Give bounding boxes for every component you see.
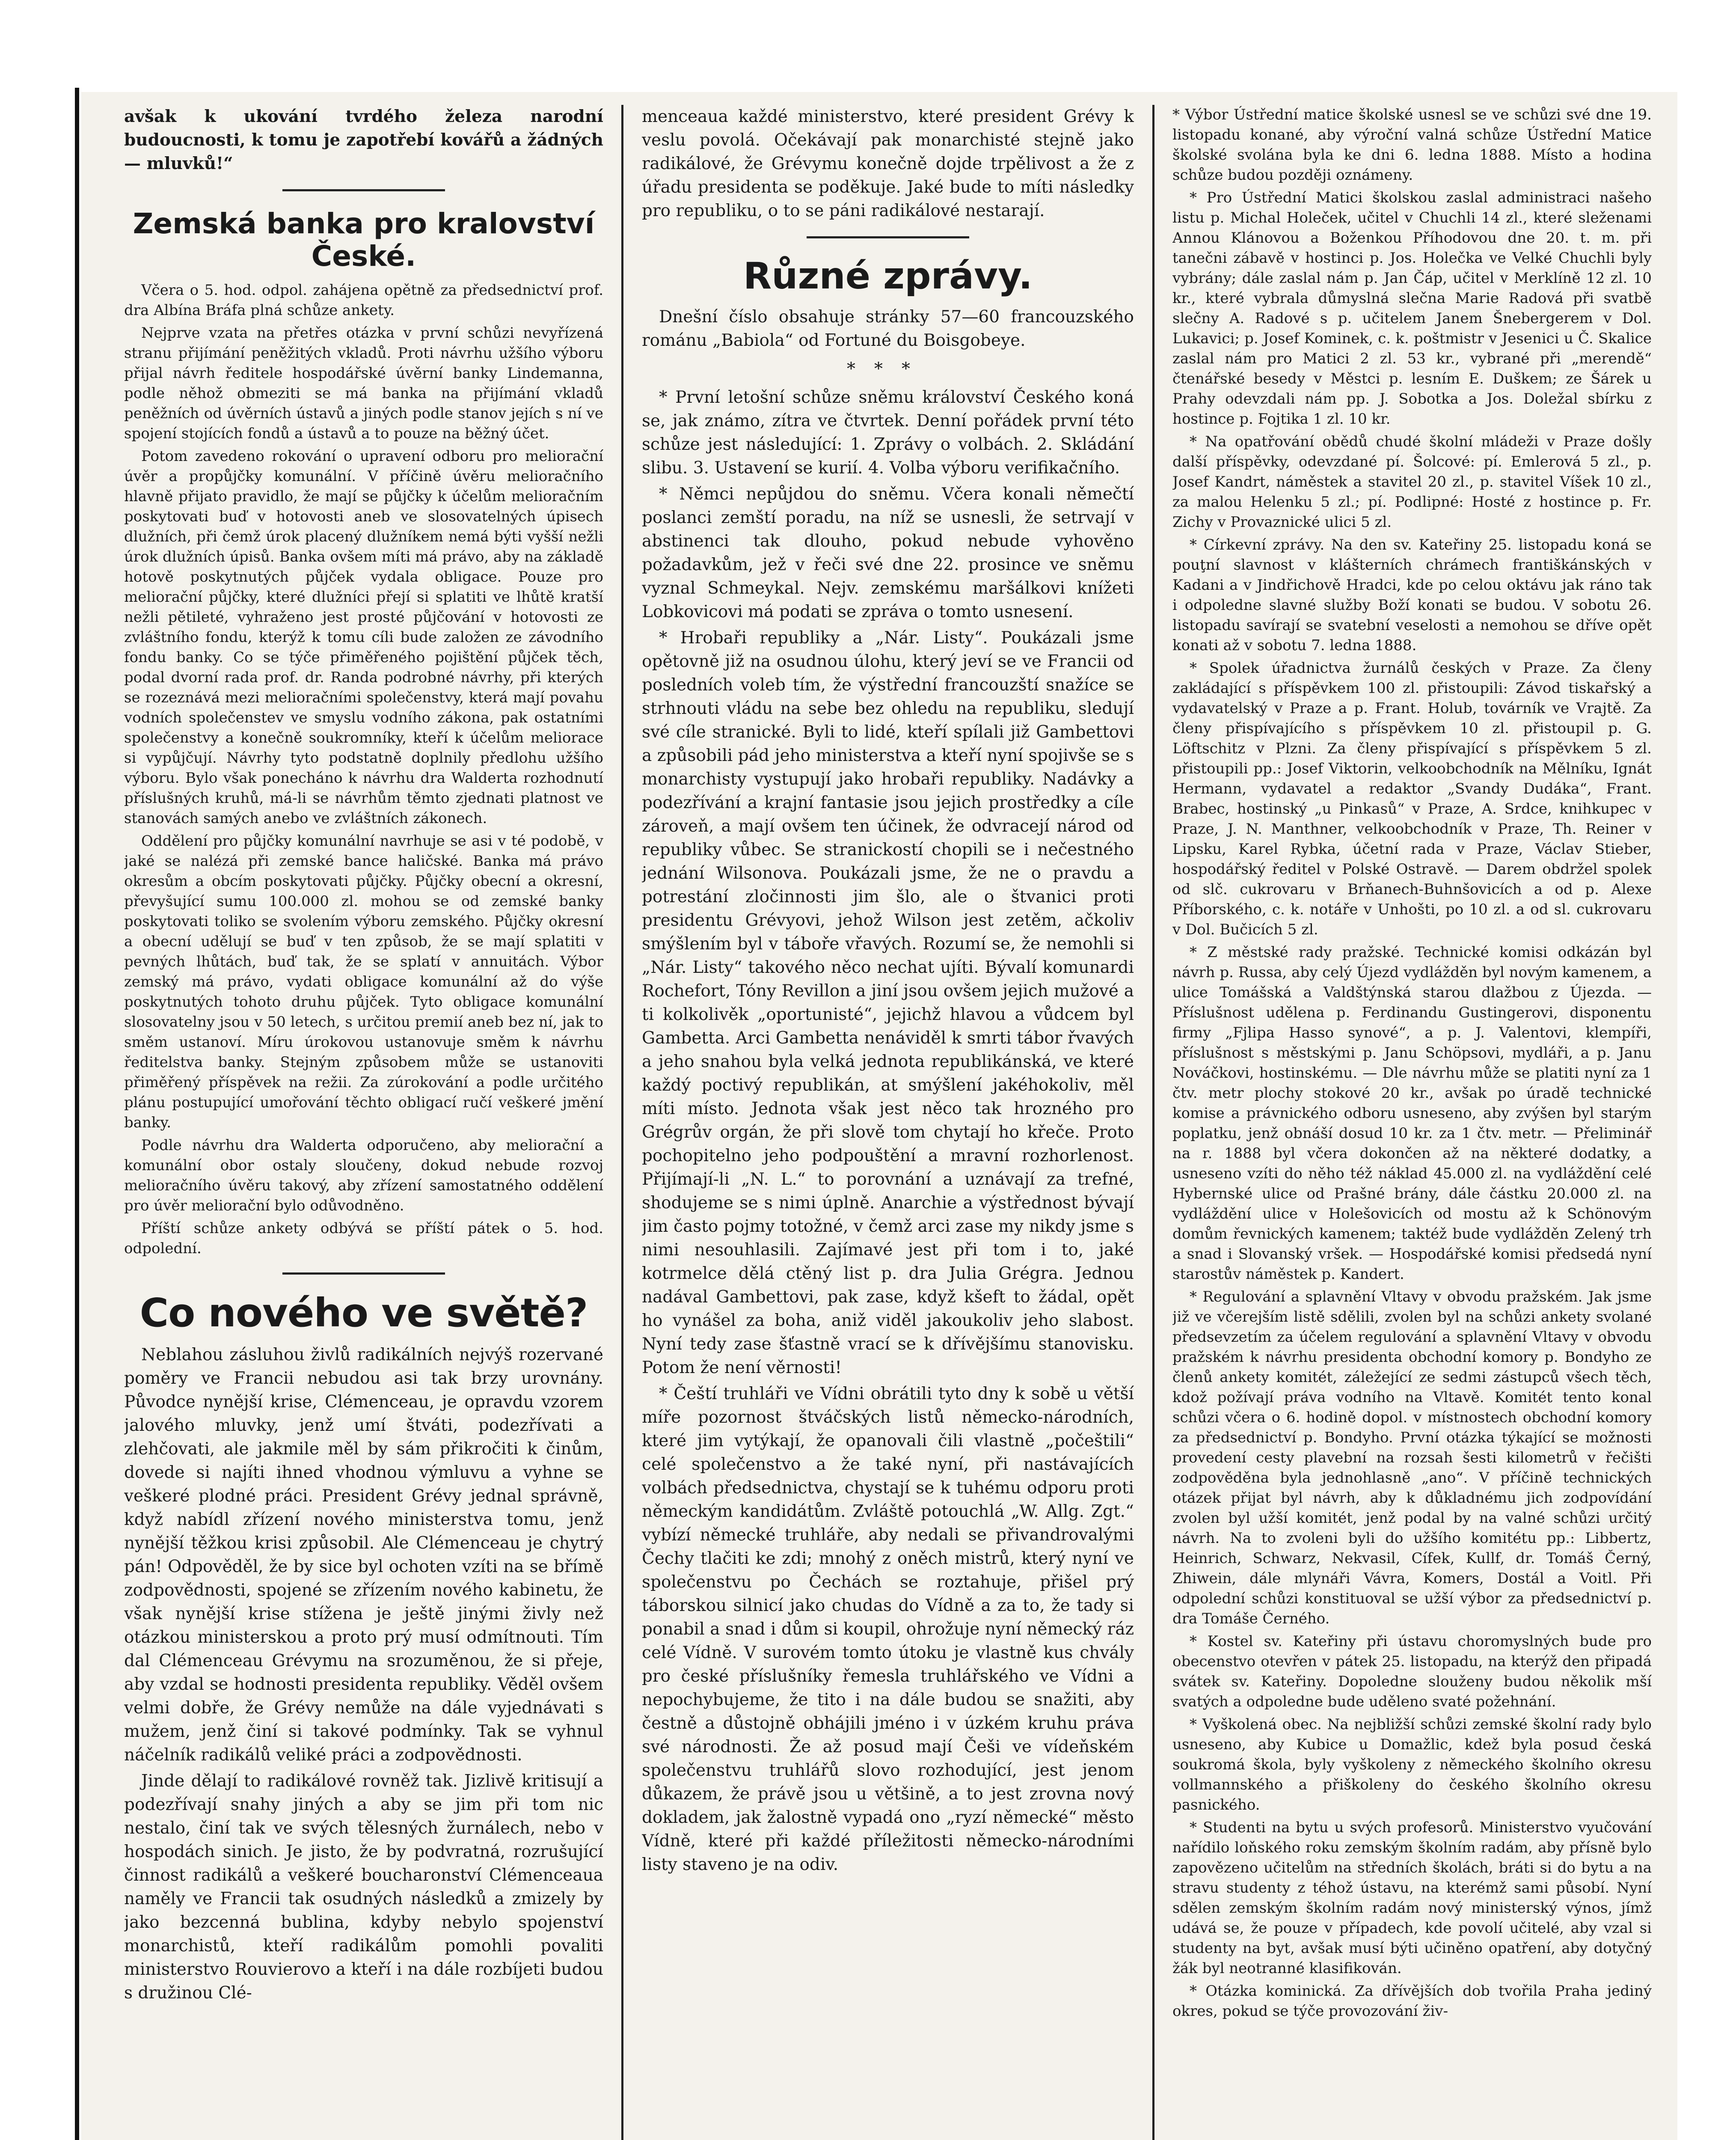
intro-paragraph: avšak k ukování tvrdého železa narodní budoucnosti, k tomu je zapotřebí kovářů a žádných — mluvků!“ bbox=[124, 107, 603, 173]
heading-whats-new: Co nového ve světě? bbox=[139, 1290, 588, 1336]
news-item: * Studenti na bytu u svých profesorů. Ministerstvo vyučování nařídilo loňského roku zemským školním radám, aby přísně bylo zapovězeno učitelům na středních školách, bráti si do bytu a na stravu studenty z téhož ústavu, na kterémž sami působí. Nyní sdělen zemským školním radám nový ministerský výnos, jímž udává se, že pouze v případech, kde povolí učitelé, aby vzal si studenty na byt, avšak musí býti učiněno opatření, aby dotyčný žák byl neotranné klasifikován. bbox=[1172, 1819, 1652, 1977]
article-paragraph: Nejprve vzata na přetřes otázka v první schůzi nevyřízená stranu přijímání peněžitých vkladů. Proti návrhu užšího výboru přijal návrh ředitele hospodářské úvěrní banky Lindemanna, podle něhož obmeziti se má banka na přijímání vkladů peněžních od úvěrních ústavů a jiných podle stanov jejích s ní ve spojení stojících fondů a ústavů a to pouze na běžný účet. bbox=[124, 324, 603, 442]
column-2 bbox=[642, 105, 1134, 2140]
newspaper-page bbox=[81, 92, 1677, 2140]
separator-rule bbox=[282, 1272, 445, 1275]
heading-bank: Zemská banka pro kralovství České. bbox=[133, 207, 595, 273]
news-item: * Církevní zprávy. Na den sv. Kateřiny 25. listopadu koná se pouţní slavnost v klášterních chrámech františkánských v Kadani a v Jindřichově Hradci, kde po celou oktávu jak ráno tak i odpoledne slavné služby Boží konati se budou. V sobotu 26. listopadu savírají se svatební veselosti a nemohou se dříve opět konati až v sobotu 7. ledna 1888. bbox=[1172, 536, 1652, 654]
heading-various-news: Různé zprávy. bbox=[743, 255, 1033, 297]
asterism-divider: *** bbox=[847, 359, 929, 379]
article-paragraph: Podle návrhu dra Walderta odporučeno, aby meliorační a komunální obor ostaly sloučeny, dokud nebude rozvoj melioračního úvěru takový, aby zřízení samostatného oddělení pro úvěr meliorační bylo odůvodněno. bbox=[124, 1137, 603, 1214]
news-item: * První letošní schůze sněmu království Českého koná se, jak známo, zítra ve čtvrtek. Denní pořádek první této schůze jest následující: 1. Zprávy o volbách. 2. Skládání slibu. 3. Ustavení se kurií. 4. Volba výboru verifikačního. bbox=[642, 388, 1134, 478]
news-item: * Na opatřování obědů chudé školní mládeži v Praze došly další příspěvky, odevzdané pí. Šolcové: pí. Emlerová 5 zl., p. Josef Kandrt, náměstek a stavitel 20 zl., p. stavitel Víšek 10 zl., za malou Helenku 5 zl.; pí. Podlipné: Hosté z hostince p. Fr. Zichy v Provaznické ulici 5 zl. bbox=[1172, 433, 1652, 531]
article-paragraph: Včera o 5. hod. odpol. zahájena opětně za předsednictví prof. dra Albína Bráfa plná schůze ankety. bbox=[124, 282, 603, 319]
column-3 bbox=[1172, 105, 1652, 2140]
news-item: * Čeští truhláři ve Vídni obrátili tyto dny k sobě u větší míře pozornost štváčských listů německo-národních, které jim vytýkají, že opanovali čili vlastně „počeštili“ celé společenstvo a že také nyní, při nastávajících volbách předsednictva, chystají se k tuhému odporu proti německým kandidátům. Zvláště potouchlá „W. Allg. Zgt.“ vybízí německé truhláře, aby nedali se přivandrovalými Čechy tlačiti ke zdi; mnohý z oněch mistrů, který nyní ve společenstvu po Čechách se roztahuje, přišel prý táborskou silnicí jako chudas do Vídně a za to, že tady si ponabil a snad i dům si koupil, ohrožuje nyní německý ráz celé Vídně. V surovém tomto útoku je vlastně kus chvály pro české příslušníky řemesla truhlářského ve Vídni a nepochybujeme, že tito i na dále budou se snažiti, aby čestně a důstojně obhájili jméno i v úzkém kruhu práva své národnosti. Že až posud mají Češi ve vídeňském společenstvu truhlářů slovo rozhodující, jest jenom důkazem, že právě jsou u většině, a to jest zrovna nový dokladem, jak žalostně vypadá ono „ryzí německé“ město Vídně, které při každé příležitosti německo-národními listy staveno je na odiv. bbox=[642, 1384, 1134, 1874]
news-item: * Hrobaři republiky a „Nár. Listy“. Poukázali jsme opětovně již na osudnou úlohu, který jeví se ve Francii od posledních voleb tím, že výstřední francouzští snažíce se strhnouti vládu na sebe bez ohledu na republiku, sledují své cíle stranické. Byli to lidé, kteří spílali již Gambettovi a způsobili pád jeho ministerstva a kteří nyní spojivše se s monarchisty vystupují jako hrobaři republiky. Nadávky a podezřívání a krajní fantasie jsou jejich prostředky a cíle zároveň, a mají ovšem ten účinek, že odvracejí národ od republiky vůbec. Se stranickostí chopili se i nečestného jednání Wilsonova. Poukázali jsme, že ne o pravdu a potrestání zločinnosti jim šlo, ale o štvanici proti presidentu Grévyovi, jehož Wilson jest zetěm, ačkoliv smýšlením byl v táboře vřavých. Rozumí se, že nemohli si „Nár. Listy“ takového něco nechat ujíti. Bývalí komunardi Rochefort, Tóny Revillon a jiní jsou ovšem jejich mužové a ti kolkolivěk „oportunisté“, jejichž hlavou a vůdcem byl Gambetta. Arci Gambetta nenáviděl k smrti tábor řvavých a jeho snahou byla velká jednota republikánská, ve které každý poctivý republikán, at smýšlení jakéhokoliv, měl míti místo. Jednota však jest něco tak hrozného pro Grégrův orgán, že při slově tom chytají ho křeče. Proto pochopitelno jeho podpouštění a mravní rozhorlenost. Přijímají-li „N. L.“ to porovnání a uznávají za trefné, shodujeme se s nimi úplně. Anarchie a výstřednost bývají jim často pojmy totožné, v čemž arci zase my nikdy jsme s nimi nesouhlasili. Zajímavé jest při tom i to, jaké kotrmelce dělá ctěný list p. dra Julia Grégra. Jednou nadával Gambettovi, pak zase, když kšeft to žádal, opět ho vynášel za boha, aniž viděl jakoukoliv jeho slabost. Nyní tedy zase šťastně vrací se k dřívějšímu stanovisku. Potom že není věrnosti! bbox=[642, 628, 1134, 1377]
news-item: * Vyškolená obec. Na nejbližší schůzi zemské školní rady bylo usneseno, aby Kubice u Domažlic, kdež byla posud česká soukromá škola, byly vyškoleny z německého školního okresu vollmannského a přiškoleny do českého školního okresu pasnického. bbox=[1172, 1716, 1652, 1813]
news-item: * Spolek úřadnictva žurnálů českých v Praze. Za členy zakládající s příspěvkem 100 zl. přistoupili: Závod tiskařský a vydavatelský v Praze a p. Frant. Holub, továrník ve Vrajtě. Za členy přispívajícího s příspěvkem 10 zl. přistoupil p. G. Löftschitz v Plzni. Za členy přispívající s příspěvkem 5 zl. přistoupili pp.: Josef Viktorin, velkoobchodník na Mělníku, Ignát Hermann, vydavatel a redaktor „Svandy Dudáka“, Frant. Brabec, hostinský „u Pinkasů“ v Praze, A. Srdce, knihkupec v Praze, J. N. Manthner, velkoobchodník v Praze, Th. Reiner v Lipsku, Karel Rybka, účetní rada v Praze, Václav Stieber, hospodářský ředitel v Polské Ostravě. — Darem obdržel spolek od slč. cukrovaru v Brňanech-Buhnšovicích a od p. Alexe Příborského, c. k. notáře v Unhošti, po 10 zl. a od sl. cukrovaru v Dol. Bučicích 5 zl. bbox=[1172, 660, 1652, 938]
news-item: * Pro Ústřední Matici školskou zaslal administraci našeho listu p. Michal Holeček, učitel v Chuchli 14 zl., které sleženami Annou Klánovou a Boženkou Příhodovou dne 20. t. m. při tanečni zábavě v hostinci p. Jos. Holečka ve Velké Chuchli byly vybrány; dále zaslal nám p. Jan Čáp, učitel v Merklíně 12 zl. 10 kr., které vybrala důmyslná slečna Marie Radová při svatbě slečny A. Radové s p. učitelem Janem Šnebergerem v Dol. Lukavici; p. Josef Kominek, c. k. poštmistr v Jesenici u Č. Skalice zaslal nám pro Matici 2 zl. 53 kr., vybrané při „merendě“ čtenářské besedy v Městci p. lesním E. Duškem; ze Šárek u Prahy odevzdali nám pp. J. Sobotka a Jos. Doležal sbírku z hostince p. Fojtika 1 zl. 10 kr. bbox=[1172, 189, 1652, 428]
news-item: * Němci nepůjdou do sněmu. Včera konali němečtí poslanci zemští poradu, na níž se usnesli, že setrvají v abstinenci tak dlouho, pokud nebude vyhověno požadavkům, jež v řeči své dne 22. prosince ve sněmu vyznal Schmeykal. Nejv. zemskému maršálkovi knížeti Lobkovicovi má podati se zpráva o tomto usnesení. bbox=[642, 484, 1134, 621]
separator-rule bbox=[282, 189, 445, 191]
column-rule-left bbox=[621, 105, 623, 2140]
article-paragraph: Neblahou zásluhou živlů radikálních nejvýš rozervané poměry ve Francii nebudou asi tak brzy urovnány. Původce nynější krise, Clémenceau, je opravdu vzorem jalového mluvky, jenž umí štváti, podezřívati a zlehčovati, ale jakmile měl by sám přikročiti k činům, dovede si najíti ihned vhodnou výmluvu a vyhne se veškeré plodné práci. President Grévy jednal správně, když nabídl zřízení nového ministerstva tomu, jenž nynější těžkou krisi způsobil. Ale Clémenceau je chytrý pán! Odpověděl, že by sice byl ochoten vzíti na se břímě zodpovědnosti, spojené se zřízením nového kabinetu, že však nynější krise stížena je ještě jinými živly než otázkou ministerskou a proto prý musí odmítnouti. Tím dal Clémenceau Grévymu na srozuměnou, že si přeje, aby vzdal se hodnosti presidenta republiky. Věděl ovšem velmi dobře, že Grévy nemůže na dále vyjednávati s mužem, jenž činí si takové podmínky. Tak se vyhnul náčelník radikálů veliké práci a zodpovědnosti. bbox=[124, 1345, 603, 1765]
news-item: Dnešní číslo obsahuje stránky 57—60 francouzského románu „Babiola“ od Fortuné du Boisgobeye. bbox=[642, 307, 1134, 350]
news-item: * Z městské rady pražské. Technické komisi odkázán byl návrh p. Russa, aby celý Újezd vydlážděn byl novým kamenem, a ulice Tomášská a Valdštýnská starou dlažbou z Újezda. — Příslušnost udělena p. Ferdinandu Gustingerovi, disponentu firmy „Fjlipa Hasso synové“, a p. J. Valentovi, klempíři, příslušnost s městskými p. Janu Schöpsovi, mydláři, a p. Janu Nováčkovi, hostinskému. — Dle návrhu může se platiti nyní za 1 čtv. metr plochy stokové 20 kr., avšak po úradě technické komise a právnického odboru usneseno, aby zvýšen byl starým poplatku, jenž obnáší dosud 10 kr. za 1 čtv. metr. — Přeliminář na r. 1888 byl včera dokončen až na některé dodatky, a usneseno vzíti do něho též náklad 45.000 zl. na vydláždění celé Hybernské ulice od Prašné brány, dále částku 20.000 zl. na vydláždění ulice v Holešovicích od mostu až k Schönovým domům řevnických kamenem; taktéž bude vydlážděn Zelený trh a snad i Slovanský vršek. — Hospodářské komisi předsedá nyní starostův náměstek p. Kandert. bbox=[1172, 944, 1652, 1283]
column-rule-right bbox=[1152, 105, 1154, 2140]
separator-rule bbox=[807, 236, 969, 238]
news-item: * Výbor Ústřední matice školské usnesl se ve schůzi své dne 19. listopadu konané, aby výroční valná schůze Ústřední Matice školské svolána byla ke dni 6. ledna 1888. Místo a hodina schůze budou později oznámeny. bbox=[1172, 106, 1652, 184]
news-item: * Kostel sv. Kateřiny při ústavu choromyslných bude pro obecenstvo otevřen v pátek 25. listopadu, na kterýž den připadá svátek sv. Kateřiny. Dopoledne slouženy budou několik mší svatých a odpoledne bude uděleno svaté požehnání. bbox=[1172, 1633, 1652, 1710]
scan-edge bbox=[75, 88, 79, 2140]
column-1 bbox=[124, 105, 603, 2140]
news-item: * Otázka kominická. Za dřívějších dob tvořila Praha jediný okres, pokud se týče provozování živ- bbox=[1172, 1982, 1652, 2020]
article-continuation: menceaua každé ministerstvo, které president Grévy k veslu povolá. Očekávají pak monarchisté stejně jako radikálové, že Grévymu konečně dojde trpělivost a že z úřadu presidenta se poděkuje. Jaké bude to míti následky pro republiku, o to se páni radikálové nestarají. bbox=[642, 107, 1134, 220]
article-paragraph: Jinde dělají to radikálové rovněž tak. Jizlivě kritisují a podezřívají snahy jiných a aby se jim při tom nic nestalo, činí tak ve svých tělesných žurnálech, nebo v hospodách sinich. Je jisto, že by podvratná, rozrušující činnost radikálů a veškeré boucharonství Clémenceaua naměly ve Francii tak osudných následků a zmizely by jako bezcenná bublina, kdyby nebylo spojenství monarchistů, kteří radikálům pomohli povaliti ministerstvo Rouvierovo a kteří i na dále rozbíjeti budou s družinou Clé- bbox=[124, 1771, 603, 2003]
news-item: * Regulování a splavnění Vltavy v obvodu pražském. Jak jsme již ve včerejším listě sdělili, zvolen byl na schůzi ankety svolané předsevzetím za účelem regulování a splavnění Vltavy v obvodu pražském k návrhu presidenta obchodní komory p. Bondyho ze členů ankety komitét, záležející ze sedmi zástupců všech těch, kdož požívají práva vodního na Vltavě. Komitét tento konal schůzi včera o 6. hodině dopol. v místnostech obchodní komory za předsednictví p. Bondyho. První otázka týkající se možnosti provedení cesty plavební na rozsah šesti kilometrů v řečišti zodpověděna byla jednohlasně „ano“. V příčině technických otázek přijat byl návrh, aby k důkladnému jich zodpovídání zvolen byl užší komitét, jenž podal by na valné schůzi určitý návrh. Na to zvoleni byli do užšího komitétu pp.: Libbertz, Heinrich, Schwarz, Nekvasil, Cífek, Kullf, dr. Tomáš Černý, Zhiwein, dále mlynáři Vávra, Komers, Dostál a Voitl. Při odpolední schůzi konstituoval se užší výbor za předsednictví p. dra Tomáše Černého. bbox=[1172, 1288, 1652, 1627]
article-paragraph: Příští schůze ankety odbývá se příští pátek o 5. hod. odpolední. bbox=[124, 1220, 603, 1257]
article-paragraph: Oddělení pro půjčky komunální navrhuje se asi v té podobě, v jaké se nalézá při zemské bance haličské. Banka má právo okresům a obcím poskytovati půjčky. Půjčky obecní a okresní, převyšující sumu 100.000 zl. mohou se od zemské banky poskytovati toliko se svolením výboru zemského. Půjčky okresní a obecní udělují se buď v ten způsob, že se mají splatiti v pevných lhůtách, buď tak, že se splatí v annuitách. Výbor zemský má právo, vydati obligace komunální až do výše poskytnutých tohoto druhu půjček. Tyto obligace komunální slosovatelny jsou v 50 letech, s určitou premií aneb bez ní, jak to směm ustanoví. Míru úrokovou ustanovuje směm k návrhu ředitelstva banky. Stejným způsobem může se ustanoviti přiměřený příspěvek na režii. Za zúrokování a podle určitého plánu postupující umořování těchto obligací ručí veškeré jmění banky. bbox=[124, 832, 603, 1131]
article-paragraph: Potom zavedeno rokování o upravení odboru pro meliorační úvěr a propůjčky komunální. V příčině úvěru melioračního hlavně přijato pravidlo, že mají se půjčky k účelům melioračním poskytovati buď v hotovosti aneb ve slosovatelných úpisech dlužních, při čemž úrok placený dlužníkem nemá býti vyšší nežli úrok dlužních úpisů. Banka ovšem míti má právo, aby na základě hotově poskytnutých půjček vydala obligace. Pouze pro meliorační půjčky, které dlužníci přejí si splatiti ve lhůtě kratší nežli pětileté, vyhraženo jest prosté půjčování v hotovosti ze zvláštního fondu, kterýž k tomu cíli bude založen ze závodního fondu banky. Co se týče přiměřeného pojištění půjček těch, podal dvorní rada prof. dr. Randa podrobné návrhy, při kterých se rozeznává mezi melioračními společenstvy, která mají povahu vodních společenstev ve smyslu vodního zákona, pak ostatními společenstvy a konečně soukromníky, kteří k účelům meliorace si vypůjčují. Návrhy tyto podstatně doplnily předlohu užšího výboru. Bylo však ponecháno k návrhu dra Walderta rozhodnutí příslušných kruhů, má-li se návrhům těmto zjednati platnost ve stanovách samých anebo ve zvláštních zákonech. bbox=[124, 448, 603, 827]
